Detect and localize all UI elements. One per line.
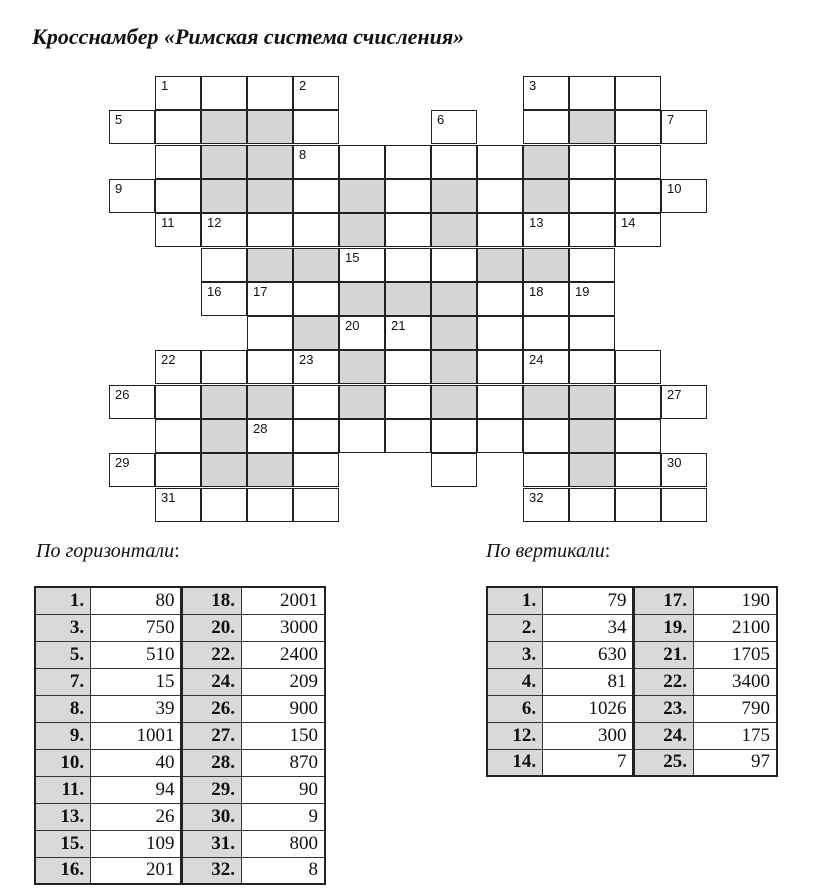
clue-number: 10. <box>35 749 91 776</box>
clue-value: 80 <box>91 587 182 614</box>
grid-cell[interactable] <box>247 419 293 453</box>
shaded-cell <box>431 385 477 419</box>
clue-row <box>487 695 777 722</box>
clue-number: 14. <box>487 749 543 776</box>
grid-cell[interactable] <box>155 179 201 213</box>
shaded-cell <box>339 282 385 316</box>
shaded-cell <box>247 248 293 282</box>
clue-number: 17. <box>634 587 694 614</box>
shaded-cell <box>247 453 293 487</box>
clue-row <box>487 587 777 614</box>
shaded-cell <box>569 419 615 453</box>
clue-number: 18. <box>182 587 242 614</box>
cell-number: 24 <box>529 352 544 368</box>
grid-cell[interactable] <box>155 453 201 487</box>
cell-number: 17 <box>253 283 268 299</box>
cell-number: 2 <box>299 78 307 93</box>
cell-number: 1 <box>161 78 169 93</box>
clue-value: 175 <box>694 722 777 749</box>
clue-value: 750 <box>91 614 182 641</box>
grid-cell[interactable] <box>155 110 201 144</box>
grid-cell[interactable] <box>109 179 155 213</box>
clue-value: 90 <box>242 776 325 803</box>
grid-cell[interactable] <box>477 419 523 453</box>
clue-value: 3000 <box>242 614 325 641</box>
clue-number: 9. <box>35 722 91 749</box>
cell-number: 23 <box>299 352 314 368</box>
clue-value: 800 <box>242 830 325 857</box>
grid-cell[interactable] <box>109 385 155 419</box>
cell-number: 10 <box>667 180 682 196</box>
grid-cell[interactable] <box>201 76 247 110</box>
shaded-cell <box>477 248 523 282</box>
shaded-cell <box>339 179 385 213</box>
grid-cell[interactable] <box>155 350 201 384</box>
clue-number: 11. <box>35 776 91 803</box>
clue-value: 2001 <box>242 587 325 614</box>
grid-cell[interactable] <box>109 110 155 144</box>
cell-number: 13 <box>529 215 544 231</box>
clue-value: 900 <box>242 695 325 722</box>
clue-number: 2. <box>487 614 543 641</box>
clue-number: 24. <box>634 722 694 749</box>
cell-number: 27 <box>667 386 682 402</box>
clue-value: 40 <box>91 749 182 776</box>
grid-cell[interactable] <box>293 385 339 419</box>
grid-cell[interactable] <box>385 385 431 419</box>
grid-cell[interactable] <box>201 282 247 316</box>
grid-cell[interactable] <box>523 76 569 110</box>
cell-number: 22 <box>161 352 176 368</box>
clue-row <box>487 749 777 776</box>
cell-number: 19 <box>575 283 590 299</box>
grid-cell[interactable] <box>385 213 431 247</box>
clue-value: 97 <box>694 749 777 776</box>
grid-cell[interactable] <box>293 213 339 247</box>
grid-cell[interactable] <box>201 488 247 522</box>
grid-cell[interactable] <box>431 419 477 453</box>
grid-cell[interactable] <box>155 213 201 247</box>
clue-number: 28. <box>182 749 242 776</box>
shaded-cell <box>201 453 247 487</box>
cell-number: 15 <box>345 249 360 265</box>
clue-value: 8 <box>242 857 325 884</box>
grid-cell[interactable] <box>293 145 339 179</box>
grid-cell[interactable] <box>431 145 477 179</box>
shaded-cell <box>431 316 477 350</box>
grid-cell[interactable] <box>523 213 569 247</box>
clue-number: 1. <box>35 587 91 614</box>
grid-cell[interactable] <box>155 145 201 179</box>
grid-cell[interactable] <box>293 350 339 384</box>
grid-cell[interactable] <box>201 248 247 282</box>
shaded-cell <box>569 453 615 487</box>
clue-number: 25. <box>634 749 694 776</box>
clue-row <box>35 641 325 668</box>
shaded-cell <box>339 213 385 247</box>
grid-cell[interactable] <box>385 419 431 453</box>
grid-cell[interactable] <box>661 488 707 522</box>
grid-cell[interactable] <box>615 350 661 384</box>
clue-row <box>487 722 777 749</box>
grid-cell[interactable] <box>569 350 615 384</box>
grid-cell[interactable] <box>569 248 615 282</box>
puzzle-title: Кросснамбер «Римская система счисления» <box>32 24 465 49</box>
cell-number: 11 <box>161 215 175 231</box>
shaded-cell <box>339 350 385 384</box>
grid-cell[interactable] <box>615 213 661 247</box>
grid-cell[interactable] <box>247 282 293 316</box>
shaded-cell <box>569 110 615 144</box>
clue-row <box>35 830 325 857</box>
grid-cell[interactable] <box>523 488 569 522</box>
clue-value: 15 <box>91 668 182 695</box>
grid-cell[interactable] <box>615 179 661 213</box>
grid-cell[interactable] <box>247 76 293 110</box>
grid-cell[interactable] <box>523 453 569 487</box>
grid-cell[interactable] <box>339 248 385 282</box>
shaded-cell <box>247 179 293 213</box>
clue-row <box>487 641 777 668</box>
grid-cell[interactable] <box>155 419 201 453</box>
shaded-cell <box>523 179 569 213</box>
cell-number: 9 <box>115 180 123 196</box>
grid-cell[interactable] <box>385 316 431 350</box>
clue-value: 510 <box>91 641 182 668</box>
clue-number: 12. <box>487 722 543 749</box>
cell-number: 21 <box>391 318 406 334</box>
grid-cell[interactable] <box>247 350 293 384</box>
clue-value: 1705 <box>694 641 777 668</box>
shaded-cell <box>431 350 477 384</box>
grid-cell[interactable] <box>569 179 615 213</box>
grid-cell[interactable] <box>247 316 293 350</box>
grid-cell[interactable] <box>385 145 431 179</box>
shaded-cell <box>247 385 293 419</box>
cell-number: 12 <box>207 215 222 231</box>
down-heading <box>486 540 610 563</box>
clue-value: 109 <box>91 830 182 857</box>
across-heading <box>36 540 180 563</box>
shaded-cell <box>339 385 385 419</box>
across-clues-table <box>34 586 326 885</box>
clue-number: 27. <box>182 722 242 749</box>
grid-cell[interactable] <box>293 282 339 316</box>
clue-number: 1. <box>487 587 543 614</box>
cell-number: 30 <box>667 455 682 471</box>
clue-value: 39 <box>91 695 182 722</box>
grid-cell[interactable] <box>477 385 523 419</box>
cell-number: 7 <box>667 112 675 128</box>
clue-number: 31. <box>182 830 242 857</box>
grid-cell[interactable] <box>477 282 523 316</box>
clue-value: 1026 <box>543 695 634 722</box>
clue-number: 32. <box>182 857 242 884</box>
clue-value: 9 <box>242 803 325 830</box>
cell-number: 32 <box>529 489 544 505</box>
grid-cell[interactable] <box>569 316 615 350</box>
shaded-cell <box>523 145 569 179</box>
clue-value: 790 <box>694 695 777 722</box>
grid-cell[interactable] <box>293 110 339 144</box>
cell-number: 31 <box>161 489 176 505</box>
clue-number: 6. <box>487 695 543 722</box>
cell-number: 26 <box>115 386 130 402</box>
shaded-cell <box>247 145 293 179</box>
grid-cell[interactable] <box>385 248 431 282</box>
grid-cell[interactable] <box>385 179 431 213</box>
clue-value: 201 <box>91 857 182 884</box>
clue-value: 26 <box>91 803 182 830</box>
across-heading-colon: : <box>174 540 180 562</box>
cell-number: 14 <box>621 215 636 231</box>
clue-value: 150 <box>242 722 325 749</box>
shaded-cell <box>201 179 247 213</box>
grid-cell[interactable] <box>523 419 569 453</box>
clue-number: 5. <box>35 641 91 668</box>
grid-cell[interactable] <box>523 282 569 316</box>
grid-cell[interactable] <box>155 488 201 522</box>
grid-cell[interactable] <box>201 213 247 247</box>
shaded-cell <box>201 110 247 144</box>
clue-value: 190 <box>694 587 777 614</box>
shaded-cell <box>201 145 247 179</box>
shaded-cell <box>293 316 339 350</box>
clue-number: 3. <box>35 614 91 641</box>
clue-row <box>35 803 325 830</box>
grid-cell[interactable] <box>339 419 385 453</box>
clue-value: 870 <box>242 749 325 776</box>
clue-value: 1001 <box>91 722 182 749</box>
cell-number: 16 <box>207 283 222 299</box>
grid-cell[interactable] <box>615 145 661 179</box>
grid-cell[interactable] <box>339 316 385 350</box>
clue-value: 209 <box>242 668 325 695</box>
clue-number: 23. <box>634 695 694 722</box>
shaded-cell <box>431 282 477 316</box>
clue-number: 29. <box>182 776 242 803</box>
clue-number: 22. <box>182 641 242 668</box>
shaded-cell <box>247 110 293 144</box>
shaded-cell <box>523 248 569 282</box>
grid-cell[interactable] <box>615 488 661 522</box>
clue-value: 3400 <box>694 668 777 695</box>
clue-value: 81 <box>543 668 634 695</box>
clue-row <box>35 722 325 749</box>
grid-cell[interactable] <box>661 453 707 487</box>
clue-value: 300 <box>543 722 634 749</box>
grid-cell[interactable] <box>615 419 661 453</box>
grid-cell[interactable] <box>661 179 707 213</box>
grid-cell[interactable] <box>431 248 477 282</box>
cell-number: 6 <box>437 112 445 128</box>
grid-cell[interactable] <box>477 179 523 213</box>
shaded-cell <box>523 385 569 419</box>
clue-value: 94 <box>91 776 182 803</box>
clue-number: 30. <box>182 803 242 830</box>
clue-value: 7 <box>543 749 634 776</box>
clue-number: 15. <box>35 830 91 857</box>
clue-row <box>35 695 325 722</box>
clue-number: 22. <box>634 668 694 695</box>
shaded-cell <box>293 248 339 282</box>
shaded-cell <box>569 385 615 419</box>
down-clues-table <box>486 586 778 777</box>
grid-cell[interactable] <box>569 145 615 179</box>
clue-row <box>35 749 325 776</box>
clue-number: 26. <box>182 695 242 722</box>
grid-cell[interactable] <box>431 453 477 487</box>
cell-number: 28 <box>253 421 268 436</box>
grid-cell[interactable] <box>615 76 661 110</box>
shaded-cell <box>431 213 477 247</box>
grid-cell[interactable] <box>569 282 615 316</box>
clue-row <box>35 668 325 695</box>
clue-value: 2400 <box>242 641 325 668</box>
cell-number: 18 <box>529 283 544 299</box>
cell-number: 8 <box>299 146 307 162</box>
grid-cell[interactable] <box>293 76 339 110</box>
grid-cell[interactable] <box>385 350 431 384</box>
down-heading-text: По вертикали <box>486 540 605 562</box>
clue-number: 3. <box>487 641 543 668</box>
grid-cell[interactable] <box>477 145 523 179</box>
clue-number: 19. <box>634 614 694 641</box>
clue-number: 21. <box>634 641 694 668</box>
clue-row <box>35 614 325 641</box>
grid-cell[interactable] <box>339 145 385 179</box>
grid-cell[interactable] <box>661 385 707 419</box>
grid-cell[interactable] <box>247 213 293 247</box>
clue-value: 630 <box>543 641 634 668</box>
grid-cell[interactable] <box>293 179 339 213</box>
grid-cell[interactable] <box>523 110 569 144</box>
grid-cell[interactable] <box>569 76 615 110</box>
grid-cell[interactable] <box>293 453 339 487</box>
grid-cell[interactable] <box>615 385 661 419</box>
cell-number: 5 <box>115 112 123 128</box>
grid-cell[interactable] <box>477 316 523 350</box>
clue-value: 79 <box>543 587 634 614</box>
grid-cell[interactable] <box>615 453 661 487</box>
shaded-cell <box>201 419 247 453</box>
shaded-cell <box>201 385 247 419</box>
clue-row <box>35 776 325 803</box>
cell-number: 3 <box>529 78 537 93</box>
grid-cell[interactable] <box>431 110 477 144</box>
cell-number: 29 <box>115 455 130 471</box>
across-heading-text: По горизонтали <box>36 540 175 562</box>
clue-number: 4. <box>487 668 543 695</box>
grid-cell[interactable] <box>523 316 569 350</box>
grid-cell[interactable] <box>615 110 661 144</box>
grid-cell[interactable] <box>477 350 523 384</box>
grid-cell[interactable] <box>293 488 339 522</box>
grid-cell[interactable] <box>293 419 339 453</box>
grid-cell[interactable] <box>155 76 201 110</box>
clue-number: 8. <box>35 695 91 722</box>
shaded-cell <box>385 282 431 316</box>
clue-number: 13. <box>35 803 91 830</box>
grid-cell[interactable] <box>523 350 569 384</box>
cell-number: 20 <box>345 318 360 334</box>
grid-cell[interactable] <box>201 350 247 384</box>
grid-cell[interactable] <box>661 110 707 144</box>
grid-cell[interactable] <box>569 213 615 247</box>
clue-number: 24. <box>182 668 242 695</box>
grid-cell[interactable] <box>477 213 523 247</box>
clue-row <box>35 587 325 614</box>
grid-cell[interactable] <box>109 453 155 487</box>
shaded-cell <box>431 179 477 213</box>
clue-number: 16. <box>35 857 91 884</box>
grid-cell[interactable] <box>247 488 293 522</box>
clue-value: 2100 <box>694 614 777 641</box>
clue-row <box>487 614 777 641</box>
clue-row <box>487 668 777 695</box>
grid-cell[interactable] <box>155 385 201 419</box>
clue-value: 34 <box>543 614 634 641</box>
grid-cell[interactable] <box>569 488 615 522</box>
clue-number: 7. <box>35 668 91 695</box>
down-heading-colon: : <box>604 540 611 562</box>
clue-row <box>35 857 325 884</box>
clue-number: 20. <box>182 614 242 641</box>
